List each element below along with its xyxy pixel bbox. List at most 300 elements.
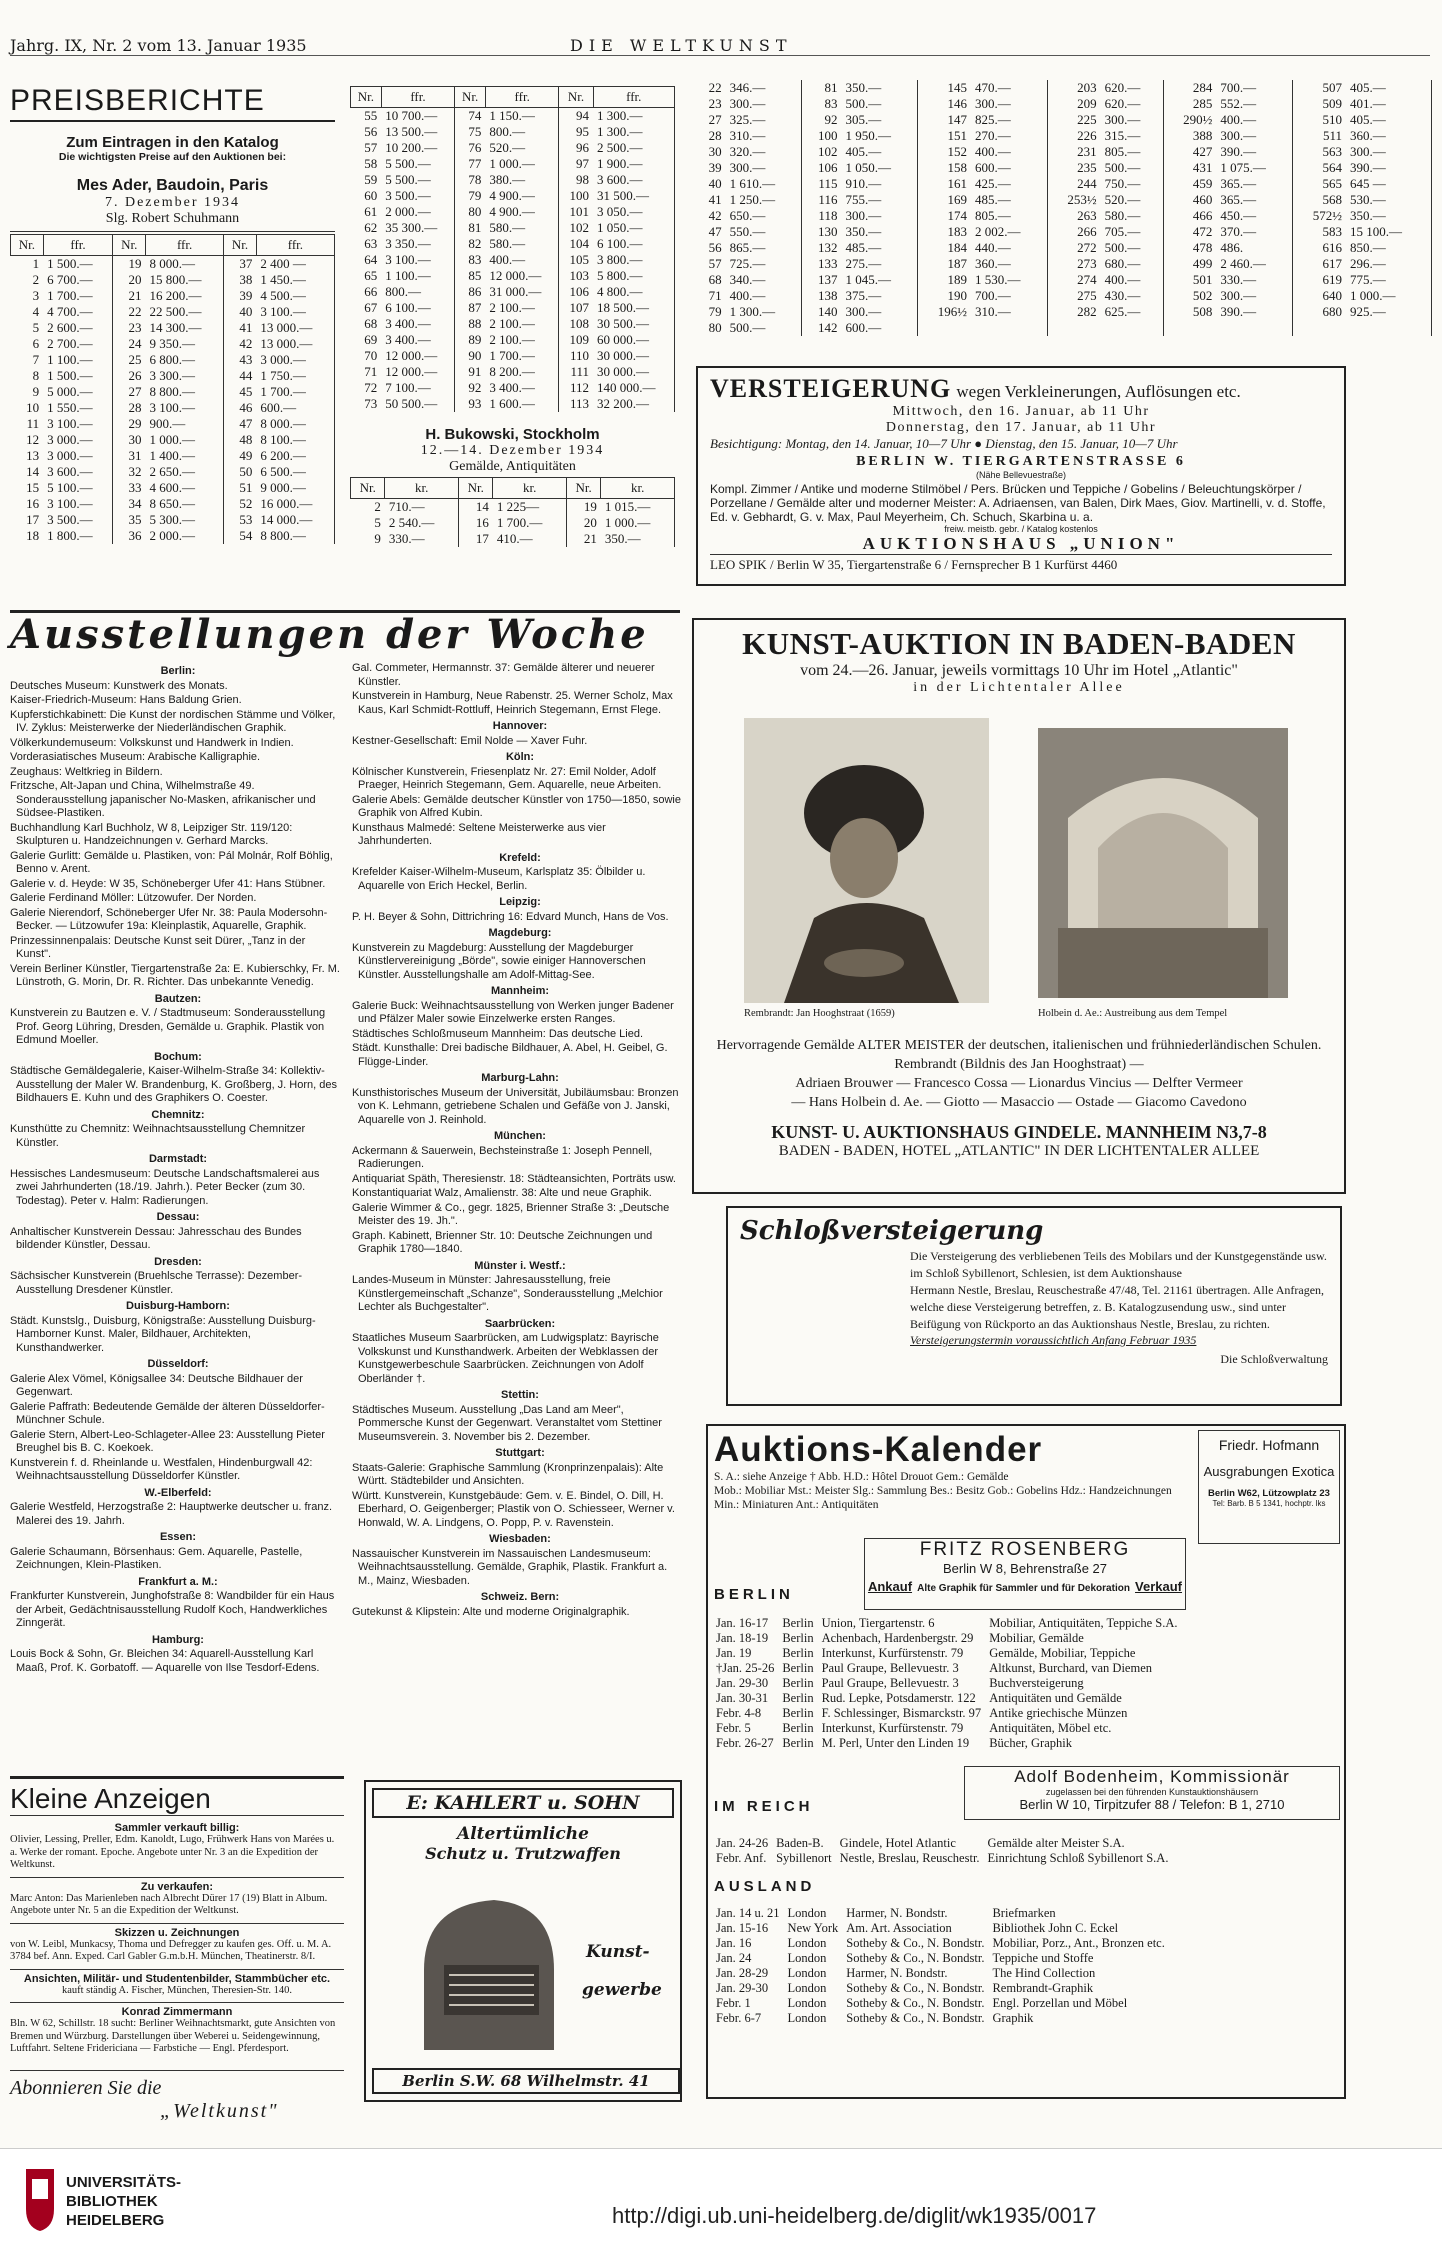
- exhibition-city: Stuttgart:: [495, 1447, 545, 1459]
- lot-number: 24: [128, 336, 142, 351]
- lot-number: 82: [468, 236, 482, 251]
- lot-price: 600.—: [256, 400, 334, 416]
- auction-city: London: [787, 1951, 827, 1965]
- lot-price: 296.—: [1346, 256, 1432, 272]
- lot-price: 140 000.—: [593, 380, 675, 396]
- auction-house: Sotheby & Co., N. Bondstr.: [846, 2011, 985, 2025]
- column-header: Nr.: [224, 235, 257, 256]
- lot-price: 4 600.—: [146, 480, 224, 496]
- lot-price: 7 100.—: [381, 380, 455, 396]
- lot-price: 3 050.—: [593, 204, 675, 220]
- table-row: [351, 332, 675, 348]
- lot-number: 253½: [1067, 192, 1097, 207]
- lot-number: 86: [468, 284, 482, 299]
- rosenberg-ankauf: Ankauf: [867, 1579, 913, 1594]
- lot-number: 184: [947, 240, 968, 255]
- lot-price: 1 150.—: [485, 108, 559, 125]
- lot-price: 22 500.—: [146, 304, 224, 320]
- hofmann-address: Berlin W62, Lützowplatz 23: [1208, 1488, 1330, 1499]
- lot-price: 380.—: [485, 172, 559, 188]
- lot-price: 1 250.—: [726, 192, 802, 208]
- kleine-s1-head: Sammler verkauft billig:: [114, 1822, 240, 1834]
- lot-price: 3 400.—: [485, 380, 559, 396]
- lot-number: 78: [468, 172, 482, 187]
- kalender-ausland-table: [712, 1906, 1169, 2026]
- auction-city: Berlin: [782, 1706, 814, 1720]
- lot-price: 500.—: [1101, 240, 1163, 256]
- lot-price: 2 000.—: [146, 528, 224, 544]
- lot-price: 300.—: [726, 160, 802, 176]
- lot-number: 103: [569, 268, 589, 283]
- lot-number: 54: [239, 528, 253, 543]
- lot-number: 145: [947, 80, 968, 95]
- lot-number: 90: [468, 348, 482, 363]
- lot-price: 5 100.—: [43, 480, 113, 496]
- kleine-anzeigen: [10, 1776, 344, 2126]
- versteigerung-footer: LEO SPIK / Berlin W 35, Tiergartenstraße 6 / Fernsprecher B 1 Kurfürst 4460: [710, 554, 1332, 573]
- lot-price: 775.—: [1346, 272, 1432, 288]
- lot-number: 41: [239, 320, 253, 335]
- lot-price: [971, 320, 1047, 336]
- lot-price: 35 300.—: [381, 220, 455, 236]
- lot-number: 20: [583, 515, 597, 530]
- lot-number: 23: [128, 320, 142, 335]
- versteigerung-text: Kompl. Zimmer / Antike und moderne Stilmöbel / Pers. Brücken und Teppiche / Gobelins / Beleuchtungskörper / Porzellane / Gemälde alter und moderner Meister: A. Adriaensen, van Balen, Dirk Maes, Giov. Martinelli, v. d. Stoffe, Ed. v. Gebhardt, G. v. Max, Paul Meyerheim, Ch. Schuch, Skarbina u. a.: [710, 482, 1326, 524]
- exhibition-entry: Zeughaus: Weltkrieg in Bildern.: [10, 765, 163, 778]
- lot-price: 1 610.—: [726, 176, 802, 192]
- lot-price: 305.—: [841, 112, 917, 128]
- auction-content: Gemälde alter Meister S.A.: [987, 1836, 1125, 1850]
- lot-price: 350.—: [1346, 208, 1432, 224]
- ausstellungen-column-1: [10, 662, 340, 1770]
- lot-number: 76: [468, 140, 482, 155]
- exhibition-entry: Kupferstichkabinett: Die Kunst der nordischen Stämme und Völker, IV. Zyklus: Meisterwerke der Niederländischen Graphik.: [10, 708, 336, 734]
- table-row: [351, 364, 675, 380]
- lot-price: 550.—: [726, 224, 802, 240]
- lot-price: 1 225—: [493, 499, 567, 516]
- lot-price: 925.—: [1346, 304, 1432, 320]
- lot-number: 189: [947, 272, 968, 287]
- exhibition-entry: Gal. Commeter, Hermannstr. 37: Gemälde älterer und neuerer Künstler.: [352, 662, 655, 688]
- lot-number: 105: [569, 252, 589, 267]
- lot-number: 91: [468, 364, 482, 379]
- lot-price: 805.—: [971, 208, 1047, 224]
- kahlert-gewerbe: gewerbe: [582, 1980, 662, 2000]
- lot-price: 310.—: [726, 128, 802, 144]
- lot-price: 3 350.—: [381, 236, 455, 252]
- lot-number: 61: [364, 204, 378, 219]
- lot-price: 346.—: [726, 80, 802, 96]
- auction-date: Jan. 19: [716, 1646, 752, 1660]
- lot-number: 466: [1192, 208, 1213, 223]
- auction-city: Berlin: [782, 1691, 814, 1705]
- lot-price: 60 000.—: [593, 332, 675, 348]
- lot-number: 73: [364, 396, 378, 411]
- exhibition-city: Dessau:: [156, 1211, 200, 1223]
- lot-price: 325.—: [726, 112, 802, 128]
- lot-price: 1 300.—: [726, 304, 802, 320]
- library-name-3: HEIDELBERG: [66, 2212, 165, 2229]
- auction-date: Jan. 14 u. 21: [716, 1906, 780, 1920]
- lot-number: 80: [468, 204, 482, 219]
- lot-number: 89: [468, 332, 482, 347]
- auction-row: [712, 1966, 1169, 1981]
- lot-number: 55: [364, 108, 378, 123]
- lot-price: 340.—: [726, 272, 802, 288]
- price-table-2: [350, 86, 675, 412]
- preisberichte-title: PREISBERICHTE: [10, 84, 335, 122]
- table-row: [11, 288, 335, 304]
- lot-price: 30 500.—: [593, 316, 675, 332]
- lot-price: 900.—: [146, 416, 224, 432]
- lot-number: 60: [364, 188, 378, 203]
- lot-number: 77: [468, 156, 482, 171]
- column-header: Nr.: [458, 478, 492, 499]
- auction-row: [712, 1936, 1169, 1951]
- auction-row: [712, 1631, 1182, 1646]
- kalender-reich-table: [712, 1836, 1172, 1866]
- lot-number: 509: [1322, 96, 1342, 111]
- lot-number: 26: [128, 368, 142, 383]
- ausstellungen-header: [10, 610, 680, 660]
- exhibition-entry: Städt. Kunstslg., Duisburg, Königstraße: Ausstellung Duisburg-Hamborner Kunst. Maler, Bildhauer, Architekten, Kunsthandwerker.: [10, 1314, 316, 1354]
- lot-price: [1101, 320, 1163, 336]
- lot-price: 401.—: [1346, 96, 1432, 112]
- lot-number: 196½: [937, 304, 968, 319]
- lot-number: 225: [1077, 112, 1097, 127]
- lot-number: 29: [128, 416, 142, 431]
- lot-number: 96: [576, 140, 589, 155]
- lot-number: 231: [1077, 144, 1097, 159]
- newspaper-title: DIE WELTKUNST: [570, 36, 793, 55]
- hofmann-tel: Tel: Barb. B 5 1341, hochptr. lks: [1212, 1499, 1326, 1508]
- column-header: Nr.: [113, 235, 146, 256]
- auction-row: [712, 1706, 1182, 1721]
- auction-house: Sotheby & Co., N. Bondstr.: [846, 1981, 985, 1995]
- exhibition-city: Dresden:: [154, 1255, 202, 1268]
- kalender-title: Auktions-Kalender: [714, 1430, 1043, 1469]
- lot-price: 3 000.—: [43, 432, 113, 448]
- lot-number: 7: [32, 352, 40, 367]
- auction-content: Mobiliar, Antiquitäten, Teppiche S.A.: [989, 1616, 1178, 1630]
- lot-price: 1 900.—: [593, 156, 675, 172]
- exhibition-entry: Städtische Gemäldegalerie, Kaiser-Wilhelm-Straße 34: Kollektiv-Ausstellung der Maler W. Brandenburg, K. Großberg, J. Horn, des Bildhauers E. Kuhn und des Graphikers O. Coester.: [10, 1065, 337, 1104]
- lot-price: 8 000.—: [256, 416, 334, 432]
- lot-price: 580.—: [485, 220, 559, 236]
- table-row: [351, 380, 675, 396]
- lot-number: 5: [374, 515, 381, 530]
- auction-city: Berlin: [782, 1721, 814, 1735]
- kleine-s3-head: Skizzen u. Zeichnungen: [10, 1923, 344, 1939]
- exhibition-entry: Gutekunst & Klipstein: Alte und moderne Originalgraphik.: [352, 1605, 630, 1618]
- table-row: [351, 124, 675, 140]
- lot-number: 130: [817, 224, 838, 239]
- kahlert-line-2: Schutz u. Trutzwaffen: [425, 1844, 621, 1863]
- lot-number: 83: [824, 96, 838, 111]
- exhibition-entry: Städtisches Schloßmuseum Mannheim: Das deutsche Lied.: [352, 1027, 644, 1040]
- lot-price: 4 700.—: [43, 304, 113, 320]
- lot-price: 645 —: [1346, 176, 1432, 192]
- kahlert-line-1: Altertümliche: [457, 1824, 589, 1844]
- exhibition-entry: Galerie Schaumann, Börsenhaus: Gem. Aquarelle, Pastelle, Zeichnungen, Klein-Plastiken.: [10, 1545, 303, 1571]
- lot-number: 8: [32, 368, 40, 383]
- lot-number: 38: [239, 272, 253, 287]
- kahlert-kunst: Kunst-: [586, 1942, 650, 1962]
- lot-number: 146: [947, 96, 968, 111]
- kunstauktion-text-1: Hervorragende Gemälde ALTER MEISTER der deutschen, italienischen und frühniederländischen Schulen. Rembrandt (Bildnis des Jan Hooghstraat) —: [716, 1038, 1322, 1072]
- lot-number: 95: [576, 124, 589, 139]
- lot-price: 2 540.—: [385, 515, 459, 531]
- exhibition-entry: Hessisches Landesmuseum: Deutsche Landschaftsmalerei aus zwei Jahrhunderten (18./19. Jahrh.). Peter Becker (zum 30. Todestag). Peter v. Halm: Radierungen.: [10, 1167, 320, 1207]
- kleine-s2-head: Zu verkaufen:: [10, 1877, 344, 1893]
- exhibition-entry: Städtisches Museum. Ausstellung „Das Land am Meer", Pommersche Kunst der Gegenwart. Veranstaltet vom Stettiner Museumsverein. 3. November bis 2. Dezember.: [352, 1403, 662, 1443]
- lot-number: 147: [947, 112, 968, 127]
- exhibition-entry: Württ. Kunstverein, Kunstgebäude: Gem. v. E. Bindel, O. Dill, H. Eberhard, O. Geigenberger; Plastik von O. Schiesseer, Werner v. Honwald, W. A. Lindgens, O. Popp, P. v. Ravenstein.: [352, 1489, 675, 1529]
- lot-price: 600.—: [971, 160, 1047, 176]
- table-row: [696, 80, 1432, 96]
- lot-price: 8 650.—: [146, 496, 224, 512]
- bodenheim-text: zugelassen bei den führenden Kunstauktionshäusern: [1045, 1787, 1259, 1797]
- lot-price: 8 800.—: [256, 528, 334, 544]
- table-row: [351, 348, 675, 364]
- kleine-s5-head: Konrad Zimmermann: [10, 2002, 344, 2018]
- auction-city: London: [787, 1981, 827, 1995]
- lot-number: 13: [26, 448, 40, 463]
- lot-number: 110: [569, 348, 589, 363]
- column-header: Nr.: [559, 87, 593, 108]
- lot-price: 520.—: [1101, 192, 1163, 208]
- auction-house: Sotheby & Co., N. Bondstr.: [846, 1996, 985, 2010]
- lot-number: 17: [475, 531, 489, 546]
- kleine-s4-text: kauft ständig A. Fischer, München, Theresien-Str. 140.: [61, 1984, 293, 1996]
- library-name-2: BIBLIOTHEK: [66, 2193, 158, 2210]
- exhibition-entry: Landes-Museum in Münster: Jahresausstellung, freie Künstlergemeinschaft „Schanze", Sonderausstellung „Melchior Lechter als Buchgestalter".: [352, 1274, 663, 1313]
- auction-row: [712, 1691, 1182, 1706]
- exhibition-city: Hamburg:: [152, 1633, 204, 1646]
- lot-price: 6 700.—: [43, 272, 113, 288]
- lot-price: 485.—: [841, 240, 917, 256]
- lot-number: 85: [468, 268, 482, 283]
- lot-price: 3 100.—: [381, 252, 455, 268]
- lot-number: 14: [26, 464, 40, 479]
- auction-row: [712, 1661, 1182, 1676]
- lot-number: 9: [374, 531, 381, 546]
- lot-price: 13 000.—: [256, 336, 334, 352]
- lot-price: 3 600.—: [43, 464, 113, 480]
- auction-house: Harmer, N. Bondstr.: [846, 1906, 948, 1920]
- lot-number: 47: [708, 224, 722, 239]
- auction-row: [712, 1676, 1182, 1691]
- lot-price: 4 500.—: [256, 288, 334, 304]
- lot-number: 27: [128, 384, 142, 399]
- lot-number: 617: [1322, 256, 1342, 271]
- lot-price: 700.—: [971, 288, 1047, 304]
- lot-price: 865.—: [726, 240, 802, 256]
- schloss-ad: [726, 1206, 1342, 1406]
- table-row: [696, 208, 1432, 224]
- auction-city: New York: [787, 1921, 839, 1935]
- auction-content: Antiquitäten, Möbel etc.: [989, 1721, 1112, 1735]
- lot-price: 350.—: [841, 80, 917, 96]
- kalender-reich-heading: IM REICH: [714, 1798, 814, 1815]
- auction-house: F. Schlessinger, Bismarckstr. 97: [821, 1706, 982, 1720]
- lot-price: 3 000.—: [256, 352, 334, 368]
- auction-date: Febr. 26-27: [716, 1736, 774, 1750]
- exhibition-entry: Kunstverein zu Magdeburg: Ausstellung der Magdeburger Künstlervereinigung „Börde", sowie einiger Hannoverschen Künstler. Ausstellungshalle am Adolf-Mittag-See.: [352, 941, 646, 981]
- schloss-title: Schloßversteigerung: [740, 1216, 1044, 1246]
- lot-price: 360.—: [1346, 128, 1432, 144]
- lot-number: 112: [569, 380, 589, 395]
- lot-price: 620.—: [1101, 80, 1163, 96]
- lot-price: 300.—: [841, 208, 917, 224]
- lot-price: 450.—: [1216, 208, 1292, 224]
- lot-number: 22: [128, 304, 142, 319]
- lot-number: 74: [468, 108, 482, 123]
- lot-price: 6 800.—: [146, 352, 224, 368]
- column-header: ffr.: [146, 235, 224, 256]
- lot-number: 183: [947, 224, 968, 239]
- lot-price: 1 500.—: [43, 368, 113, 384]
- lot-price: 16 200.—: [146, 288, 224, 304]
- masthead: [10, 30, 1430, 56]
- auction-house: Paul Graupe, Bellevuestr. 3: [821, 1676, 959, 1690]
- lot-price: 14 000.—: [256, 512, 334, 528]
- lot-number: 59: [364, 172, 378, 187]
- auction-house: Nestle, Breslau, Reuschestr.: [839, 1851, 980, 1865]
- table-row: [11, 320, 335, 336]
- lot-price: 30 000.—: [593, 348, 675, 364]
- lot-number: 49: [239, 448, 253, 463]
- permalink-url[interactable]: http://digi.ub.uni-heidelberg.de/diglit/wk1935/0017: [612, 2203, 1097, 2228]
- lot-price: 300.—: [971, 96, 1047, 112]
- exhibition-entry: Kunsthütte zu Chemnitz: Weihnachtsausstellung Chemnitzer Künstler.: [10, 1123, 306, 1149]
- lot-price: 400.—: [971, 144, 1047, 160]
- auction-city: Berlin: [782, 1736, 814, 1750]
- lot-price: 910.—: [841, 176, 917, 192]
- lot-number: 22: [708, 80, 722, 95]
- lot-price: 825.—: [971, 112, 1047, 128]
- lot-price: 440.—: [971, 240, 1047, 256]
- auction-date: Jan. 24-26: [716, 1836, 769, 1850]
- exhibition-entry: Deutsches Museum: Kunstwerk des Monats.: [10, 679, 228, 692]
- table-row: [351, 499, 675, 516]
- abo-line-2: „Weltkunst": [160, 2099, 279, 2122]
- auction-row: [712, 1996, 1169, 2011]
- lot-price: 4 800.—: [593, 284, 675, 300]
- auktions-kalender: [706, 1424, 1346, 2099]
- lot-price: 5 500.—: [381, 156, 455, 172]
- exhibition-entry: Völkerkundemuseum: Volkskunst und Handwerk in Indien.: [10, 736, 294, 749]
- lot-number: 18: [26, 528, 40, 543]
- auction-date: Jan. 28-29: [716, 1966, 769, 1980]
- lot-price: 4 900.—: [485, 204, 559, 220]
- heidelberg-logo-icon: [22, 2169, 58, 2231]
- lot-number: 102: [569, 220, 589, 235]
- lot-number: 431: [1192, 160, 1213, 175]
- exhibition-entry: Galerie Abels: Gemälde deutscher Künstler von 1750—1850, sowie Graphik von Alfred Kubin.: [352, 793, 681, 819]
- holbein-temple-image: [1038, 728, 1288, 998]
- lot-price: 1 000.—: [485, 156, 559, 172]
- lot-price: 1 000.—: [146, 432, 224, 448]
- table-row: [696, 240, 1432, 256]
- lot-price: 500.—: [1101, 160, 1163, 176]
- auction-city: London: [787, 2011, 827, 2025]
- gindele-address: BADEN - BADEN, HOTEL „ATLANTIC" IN DER LICHTENTALER ALLEE: [778, 1143, 1260, 1159]
- lot-price: 330.—: [385, 531, 459, 547]
- lot-number: 108: [569, 316, 589, 331]
- kunstauktion-subtitle: vom 24.—26. Januar, jeweils vormittags 10 Uhr im Hotel „Atlantic": [800, 662, 1238, 679]
- auction-date: Febr. 5: [716, 1721, 751, 1735]
- lot-number: 106: [569, 284, 589, 299]
- lot-number: 640: [1322, 288, 1342, 303]
- kleine-s1-text: Olivier, Lessing, Preller, Edm. Kanoldt, Lugo, Frühwerk Hans von Marées u. a. Werke der romant. Epoche. Angebote unter Nr. 3 an die Expedition der Weltkunst.: [10, 1834, 335, 1870]
- lot-price: 50 500.—: [381, 396, 455, 412]
- versteigerung-date-1: Mittwoch, den 16. Januar, ab 11 Uhr: [892, 404, 1150, 419]
- lot-number: 101: [569, 204, 589, 219]
- lot-number: 50: [239, 464, 253, 479]
- lot-number: 71: [364, 364, 378, 379]
- lot-price: 5 300.—: [146, 512, 224, 528]
- lot-price: 400.—: [726, 288, 802, 304]
- lot-price: 2 700.—: [43, 336, 113, 352]
- lot-price: 8 100.—: [256, 432, 334, 448]
- lot-number: 460: [1192, 192, 1213, 207]
- lot-number: 66: [364, 284, 378, 299]
- column-header: ffr.: [593, 87, 675, 108]
- lot-price: 705.—: [1101, 224, 1163, 240]
- exhibition-entry: Fritzsche, Alt-Japan und China, Wilhelmstraße 49. Sonderausstellung japanischer No-Masken, afrikanischer und Südsee-Plastiken.: [10, 780, 316, 819]
- lot-number: 42: [708, 208, 722, 223]
- exhibition-entry: Staatliches Museum Saarbrücken, am Ludwigsplatz: Bayrische Volkskunst und Kunsthandwerk. Arbeiten der Webklassen der Kunstgewerbeschule Saarbrücken. Zeichnungen von Adolf Oberländer †.: [352, 1332, 659, 1385]
- table-row: [11, 528, 335, 544]
- lot-price: 620.—: [1101, 96, 1163, 112]
- lot-price: 1 075.—: [1216, 160, 1292, 176]
- exhibition-entry: Ackermann & Sauerwein, Bechsteinstraße 1: Joseph Pennell, Radierungen.: [352, 1144, 653, 1170]
- lot-number: 619: [1322, 272, 1342, 287]
- auction-subtitle-2: Gemälde, Antiquitäten: [449, 459, 576, 474]
- lot-price: 2 650.—: [146, 464, 224, 480]
- lot-price: 300.—: [1216, 288, 1292, 304]
- exhibition-entry: Anhaltischer Kunstverein Dessau: Jahresschau des Bundes bildender Künstler, Dessau.: [10, 1225, 302, 1251]
- lot-number: 98: [576, 172, 589, 187]
- lot-number: 58: [364, 156, 378, 171]
- exhibition-city: Chemnitz:: [151, 1108, 205, 1121]
- lot-price: 405.—: [841, 144, 917, 160]
- kalender-legend-1: S. A.: siehe Anzeige † Abb. H.D.: Hôtel Drouot Gem.: Gemälde: [714, 1471, 1009, 1483]
- price-table-3: [350, 477, 675, 547]
- exhibition-entry: Kunsthaus Malmedé: Seltene Meisterwerke aus vier Jahrhunderten.: [352, 821, 606, 847]
- lot-price: 2 500.—: [593, 140, 675, 156]
- lot-price: 500.—: [841, 96, 917, 112]
- auction-row: [712, 2011, 1169, 2026]
- lot-price: 1 000.—: [1346, 288, 1432, 304]
- lot-price: 9 000.—: [256, 480, 334, 496]
- exhibition-entry: Konstantiquariat Walz, Amalienstr. 38: Alte und neue Graphik.: [352, 1187, 652, 1199]
- helmet-image: [394, 1890, 574, 2060]
- lot-number: 106: [817, 160, 838, 175]
- table-row: [696, 176, 1432, 192]
- auction-date: Febr. Anf.: [716, 1851, 767, 1865]
- table-row: [696, 144, 1432, 160]
- lot-price: 5 000.—: [43, 384, 113, 400]
- lot-number: 79: [468, 188, 482, 203]
- table-row: [696, 112, 1432, 128]
- lot-number: 187: [947, 256, 968, 271]
- lot-price: 500.—: [726, 320, 802, 336]
- exhibition-entry: Galerie Buck: Weihnachtsausstellung von Werken junger Badener und Pfälzer Maler sowie Einzelwerke ersten Ranges.: [352, 999, 674, 1025]
- column-header: Nr.: [455, 87, 486, 108]
- exhibition-entry: Louis Bock & Sohn, Gr. Bleichen 34: Aquarell-Ausstellung Karl Maaß, Prof. K. Gorbatoff. — Aquarelle von Ilse Tesdorf-Edens.: [10, 1648, 320, 1674]
